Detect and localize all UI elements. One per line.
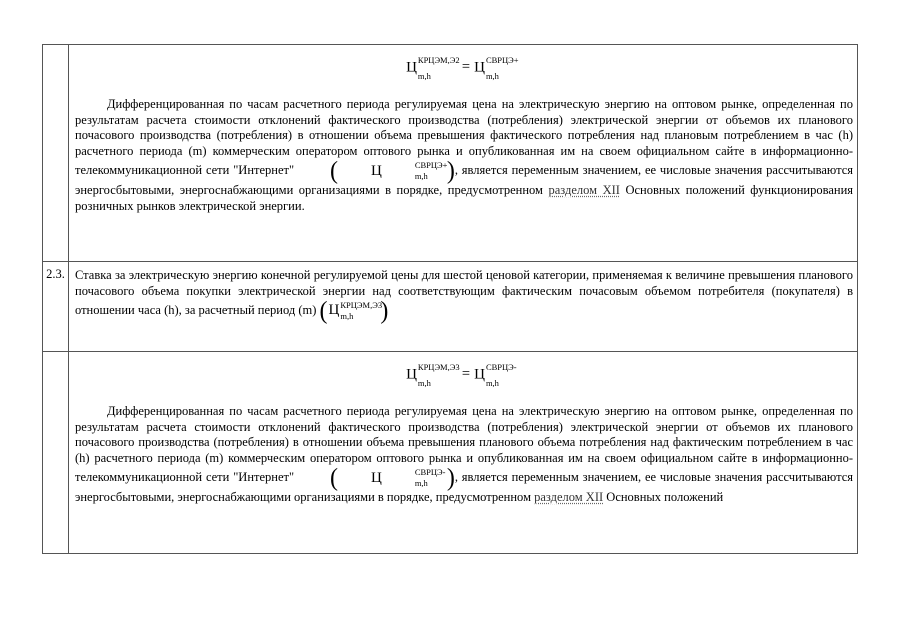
formula-block (69, 364, 857, 390)
paragraph (69, 264, 857, 327)
formula-symbol: Ц (328, 302, 340, 319)
formula-symbol: Ц (406, 366, 417, 383)
paragraph-text: , является переменным значением, ее числовые значения рассчитываются энергосбытовыми, энергоснабжающими организациями в порядке, предусмотренном (75, 163, 854, 198)
inline-formula: ( Ц КРЦЭМ,Э3 m,h ) (319, 297, 389, 325)
formula-symbol: Ц (474, 59, 485, 76)
paragraph-text: Основных положений (606, 490, 724, 505)
row-number (43, 45, 69, 262)
section-link[interactable]: разделом XII (548, 183, 620, 198)
formula-subscript: m,h (417, 71, 431, 81)
table-row (43, 45, 858, 262)
formula-block (69, 57, 857, 83)
formula-symbol: Ц (370, 162, 382, 179)
formula-subscript: m,h (340, 310, 354, 321)
formula-subscript: m,h (414, 477, 428, 488)
formula-superscript: КРЦЭМ,Э3 (340, 300, 383, 311)
paragraph-text: Дифференцированная по часам расчетного периода регулируемая цена на электрическую энергию на оптовом рынке, определенная по результатам расчета стоимости отклонений фактического производства (потребления) электрической энергии от объемов их планового почасового производства (потребления) в отношении объема превышения планового объема потребления над фактическим потреблением в час (h) расчетного периода (m) коммерческим оператором оптового рынка и опубликованная им на своем официальном сайте в информационно-телекоммуникационной сети "Интернет" (75, 404, 853, 485)
content-cell (69, 45, 858, 262)
table-row (43, 352, 858, 554)
formula-symbol: Ц (406, 59, 417, 76)
paragraph-text: Ставка за электрическую энергию конечной регулируемой цены для шестой ценовой категории, применяемая к величине превышения планового почасового объема покупки электрической энергии над соответствующим фактическим почасовым объемом потребителя (покупателя) в отношении часа (h), за расчетный период (m) (75, 268, 853, 318)
row-number: 2.3. (43, 262, 69, 352)
formula-subscript: m,h (485, 378, 499, 388)
inline-formula: ( Ц СВРЦЭ+ m,h ) (329, 157, 455, 186)
content-cell (69, 262, 858, 352)
formula-superscript: СВРЦЭ+ (414, 160, 448, 171)
section-link[interactable]: разделом XII (534, 490, 604, 505)
formula-superscript: СВРЦЭ+ (485, 55, 519, 65)
inline-formula: ( Ц СВРЦЭ- m,h ) (329, 464, 455, 493)
formula-equals: = (461, 366, 471, 383)
paragraph-text: Основных положений функционирования розничных рынков электрической энергии. (75, 183, 854, 213)
formula-superscript: СВРЦЭ- (485, 362, 517, 372)
formula-superscript: КРЦЭМ,Э2 (417, 55, 460, 65)
formula-superscript: КРЦЭМ,Э3 (417, 362, 460, 372)
formula-superscript: СВРЦЭ- (414, 467, 446, 478)
formula-equals: = (461, 59, 471, 76)
formula-symbol: Ц (474, 366, 485, 383)
paragraph (69, 396, 857, 508)
formula-subscript: m,h (417, 378, 431, 388)
formula-symbol: Ц (370, 469, 382, 486)
row-number (43, 352, 69, 554)
content-cell (69, 352, 858, 554)
paragraph-text: , является переменным значением, ее числовые значения рассчитываются энергосбытовыми, энергоснабжающими организациями в порядке, предусмотренном (75, 470, 854, 505)
document-table (42, 44, 858, 554)
paragraph (69, 89, 857, 217)
paragraph-text: Дифференцированная по часам расчетного периода регулируемая цена на электрическую энергию на оптовом рынке, определенная по результатам расчета стоимости отклонений фактического производства (потребления) электрической энергии от объемов их планового почасового производства (потребления) в отношении объема превышения фактического потребления над плановым потреблением в час (h) расчетного периода (m) коммерческим оператором оптового рынка и опубликованная им на своем официальном сайте в информационно-телекоммуникационной сети "Интернет" (75, 97, 853, 178)
formula-subscript: m,h (414, 170, 428, 181)
formula-subscript: m,h (485, 71, 499, 81)
table-row (43, 262, 858, 352)
